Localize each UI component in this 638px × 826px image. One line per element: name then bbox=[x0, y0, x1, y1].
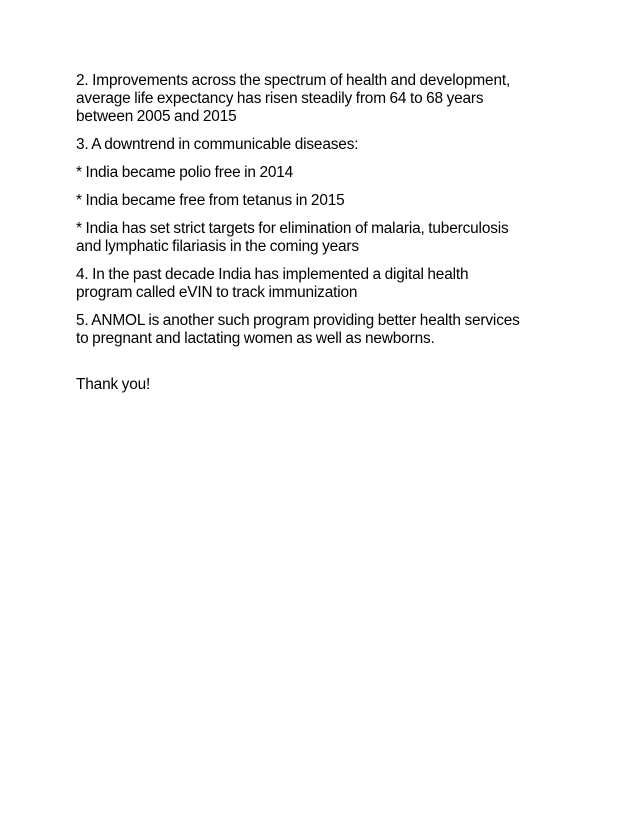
document-body bbox=[76, 72, 576, 394]
paragraph-tetanus bbox=[76, 192, 576, 210]
paragraph-line: * India became free from tetanus in 2015 bbox=[76, 192, 345, 209]
paragraph-line: program called eVIN to track immunization bbox=[76, 284, 358, 301]
paragraph-life-expectancy bbox=[76, 72, 576, 126]
paragraph-line: 3. A downtrend in communicable diseases: bbox=[76, 136, 359, 153]
paragraph-line: * India became polio free in 2014 bbox=[76, 164, 294, 181]
paragraph-line: 4. In the past decade India has implemented a digital health bbox=[76, 266, 469, 283]
paragraph-polio bbox=[76, 164, 576, 182]
paragraph-line: average life expectancy has risen steadily from 64 to 68 years bbox=[76, 90, 484, 107]
paragraph-anmol bbox=[76, 312, 576, 348]
closing-text: Thank you! bbox=[76, 376, 151, 393]
paragraph-communicable-diseases bbox=[76, 136, 576, 154]
paragraph-line: * India has set strict targets for elimination of malaria, tuberculosis bbox=[76, 220, 509, 237]
paragraph-evin bbox=[76, 266, 576, 302]
paragraph-elimination-targets bbox=[76, 220, 576, 256]
paragraph-line: 2. Improvements across the spectrum of health and development, bbox=[76, 72, 511, 89]
paragraph-line: between 2005 and 2015 bbox=[76, 108, 237, 125]
paragraph-line: and lymphatic filariasis in the coming years bbox=[76, 238, 359, 255]
paragraph-line: 5. ANMOL is another such program providing better health services bbox=[76, 312, 520, 329]
paragraph-line: to pregnant and lactating women as well as newborns. bbox=[76, 330, 435, 347]
